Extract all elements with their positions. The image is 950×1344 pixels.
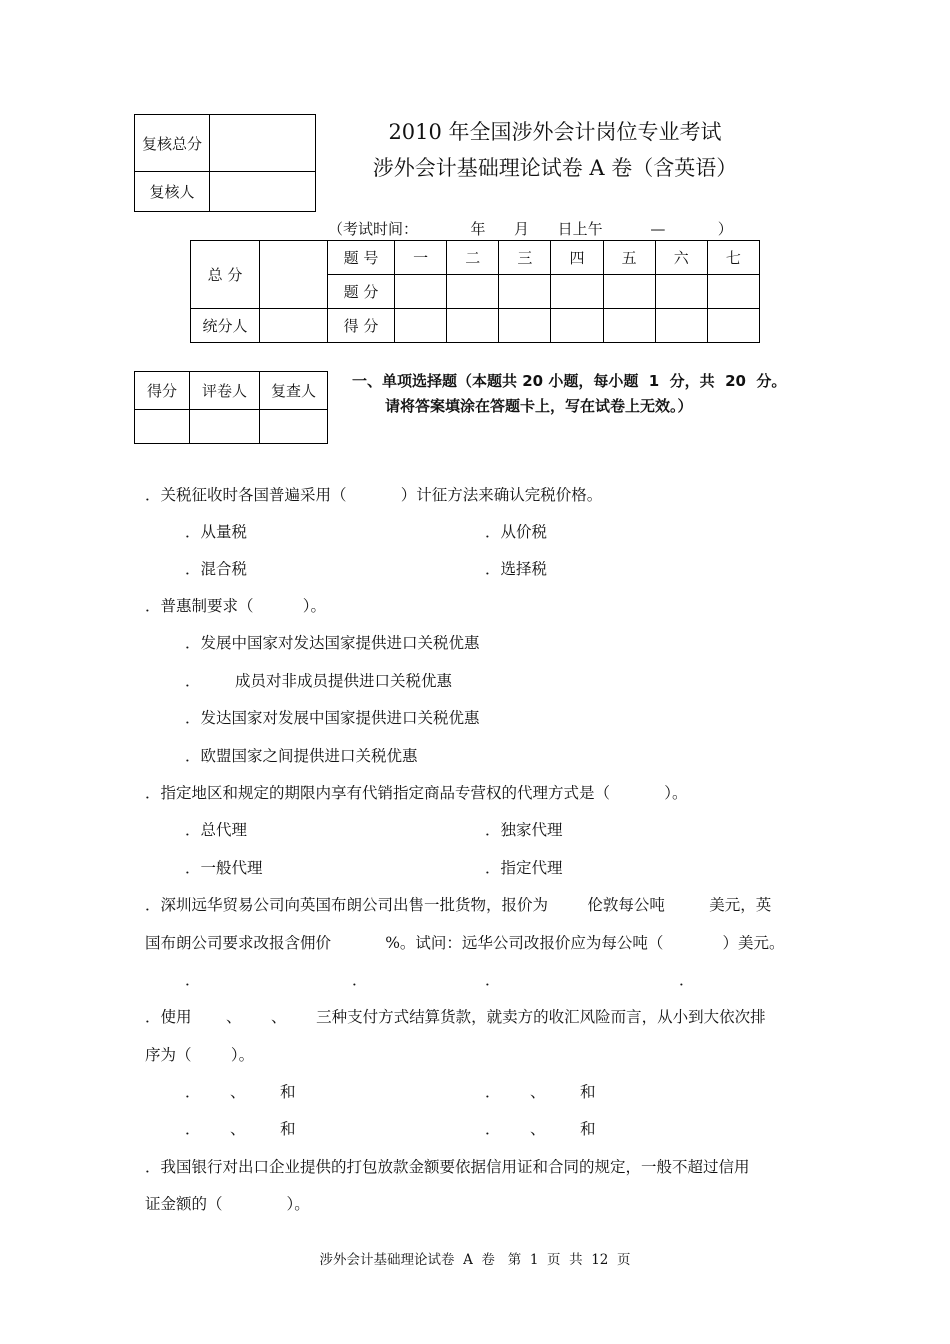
- row-label-number: 题 号: [328, 241, 395, 275]
- question-4-option-c: ．: [485, 971, 501, 989]
- score-cell: [447, 275, 499, 309]
- question-3-option-c: ．一般代理: [185, 859, 263, 877]
- question-5-option-b: ． 、 和: [485, 1083, 596, 1101]
- question-2-stem: ．普惠制要求（ ）。: [145, 597, 327, 615]
- question-5-option-a: ． 、 和: [185, 1083, 296, 1101]
- question-2-option-d: ．欧盟国家之间提供进口关税优惠: [185, 747, 418, 765]
- column-header: 四: [551, 241, 603, 275]
- question-4-option-b: ．: [352, 971, 368, 989]
- grader-cell: [135, 410, 190, 444]
- exam-time: （考试时间： 年 月 日上午 — ）: [328, 220, 733, 238]
- score-table: [190, 240, 760, 343]
- grader-header-grader: 评卷人: [190, 372, 260, 410]
- review-total-value: [210, 115, 316, 172]
- score-cell: [551, 275, 603, 309]
- question-2-option-b: ． 成员对非成员提供进口关税优惠: [185, 672, 452, 690]
- question-4-stem-line2: 国布朗公司要求改报含佣价 %。试问：远华公司改报价应为每公吨（ ）美元。: [145, 934, 785, 952]
- total-score-value: [260, 241, 328, 309]
- question-3-option-b: ．独家代理: [485, 821, 563, 839]
- question-4-stem-line1: ．深圳远华贸易公司向英国布朗公司出售一批货物，报价为 伦敦每公吨 美元，英: [145, 896, 772, 914]
- score-cell: [603, 275, 655, 309]
- question-5-stem-line2: 序为（ ）。: [145, 1046, 255, 1064]
- grader-cell: [260, 410, 328, 444]
- section-instruction: 请将答案填涂在答题卡上，写在试卷上无效。）: [385, 397, 693, 415]
- question-3-option-a: ．总代理: [185, 821, 248, 839]
- review-total-label: 复核总分: [135, 115, 210, 172]
- column-header: 二: [447, 241, 499, 275]
- question-1-option-b: ．从价税: [485, 523, 548, 541]
- review-box: [134, 114, 316, 212]
- grader-box: [134, 371, 328, 444]
- grader-cell: [190, 410, 260, 444]
- question-6-stem-line2: 证金额的（ ）。: [145, 1195, 310, 1213]
- score-cell: [395, 275, 447, 309]
- question-4-option-a: ．: [185, 971, 201, 989]
- tally-label: 统分人: [191, 309, 260, 343]
- question-3-stem: ．指定地区和规定的期限内享有代销指定商品专营权的代理方式是（ ）。: [145, 784, 688, 802]
- score-cell: [655, 309, 707, 343]
- score-cell: [707, 309, 759, 343]
- exam-title: 2010 年全国涉外会计岗位专业考试: [388, 120, 722, 144]
- page-footer: 涉外会计基础理论试卷 A 卷 第 1 页 共 12 页: [319, 1252, 631, 1268]
- column-header: 五: [603, 241, 655, 275]
- question-6-stem-line1: ．我国银行对出口企业提供的打包放款金额要依据信用证和合同的规定，一般不超过信用: [145, 1158, 750, 1176]
- question-2-option-a: ．发展中国家对发达国家提供进口关税优惠: [185, 634, 480, 652]
- row-label-earned: 得 分: [328, 309, 395, 343]
- grader-header-checker: 复查人: [260, 372, 328, 410]
- score-cell: [551, 309, 603, 343]
- question-4-option-d: ．: [679, 971, 695, 989]
- question-5-option-d: ． 、 和: [485, 1120, 596, 1138]
- question-3-option-d: ．指定代理: [485, 859, 563, 877]
- row-label-points: 题 分: [328, 275, 395, 309]
- reviewer-value: [210, 172, 316, 212]
- score-cell: [499, 275, 551, 309]
- question-2-option-c: ．发达国家对发展中国家提供进口关税优惠: [185, 709, 480, 727]
- score-cell: [447, 309, 499, 343]
- score-cell: [707, 275, 759, 309]
- total-score-label: 总 分: [191, 241, 260, 309]
- question-1-stem: ．关税征收时各国普遍采用（ ）计征方法来确认完税价格。: [145, 486, 603, 504]
- score-cell: [395, 309, 447, 343]
- reviewer-label: 复核人: [135, 172, 210, 212]
- question-5-stem-line1: ．使用 、 、 三种支付方式结算货款，就卖方的收汇风险而言，从小到大依次排: [145, 1008, 766, 1026]
- column-header: 六: [655, 241, 707, 275]
- question-1-option-c: ．混合税: [185, 560, 248, 578]
- section-heading: 一、单项选择题（本题共 20 小题，每小题 1 分，共 20 分。: [352, 372, 787, 390]
- column-header: 七: [707, 241, 759, 275]
- score-cell: [603, 309, 655, 343]
- question-1-option-a: ．从量税: [185, 523, 248, 541]
- paper-title: 涉外会计基础理论试卷 A 卷（含英语）: [372, 156, 738, 180]
- grader-header-score: 得分: [135, 372, 190, 410]
- tally-value: [260, 309, 328, 343]
- score-cell: [499, 309, 551, 343]
- column-header: 一: [395, 241, 447, 275]
- score-cell: [655, 275, 707, 309]
- question-1-option-d: ．选择税: [485, 560, 548, 578]
- question-5-option-c: ． 、 和: [185, 1120, 296, 1138]
- column-header: 三: [499, 241, 551, 275]
